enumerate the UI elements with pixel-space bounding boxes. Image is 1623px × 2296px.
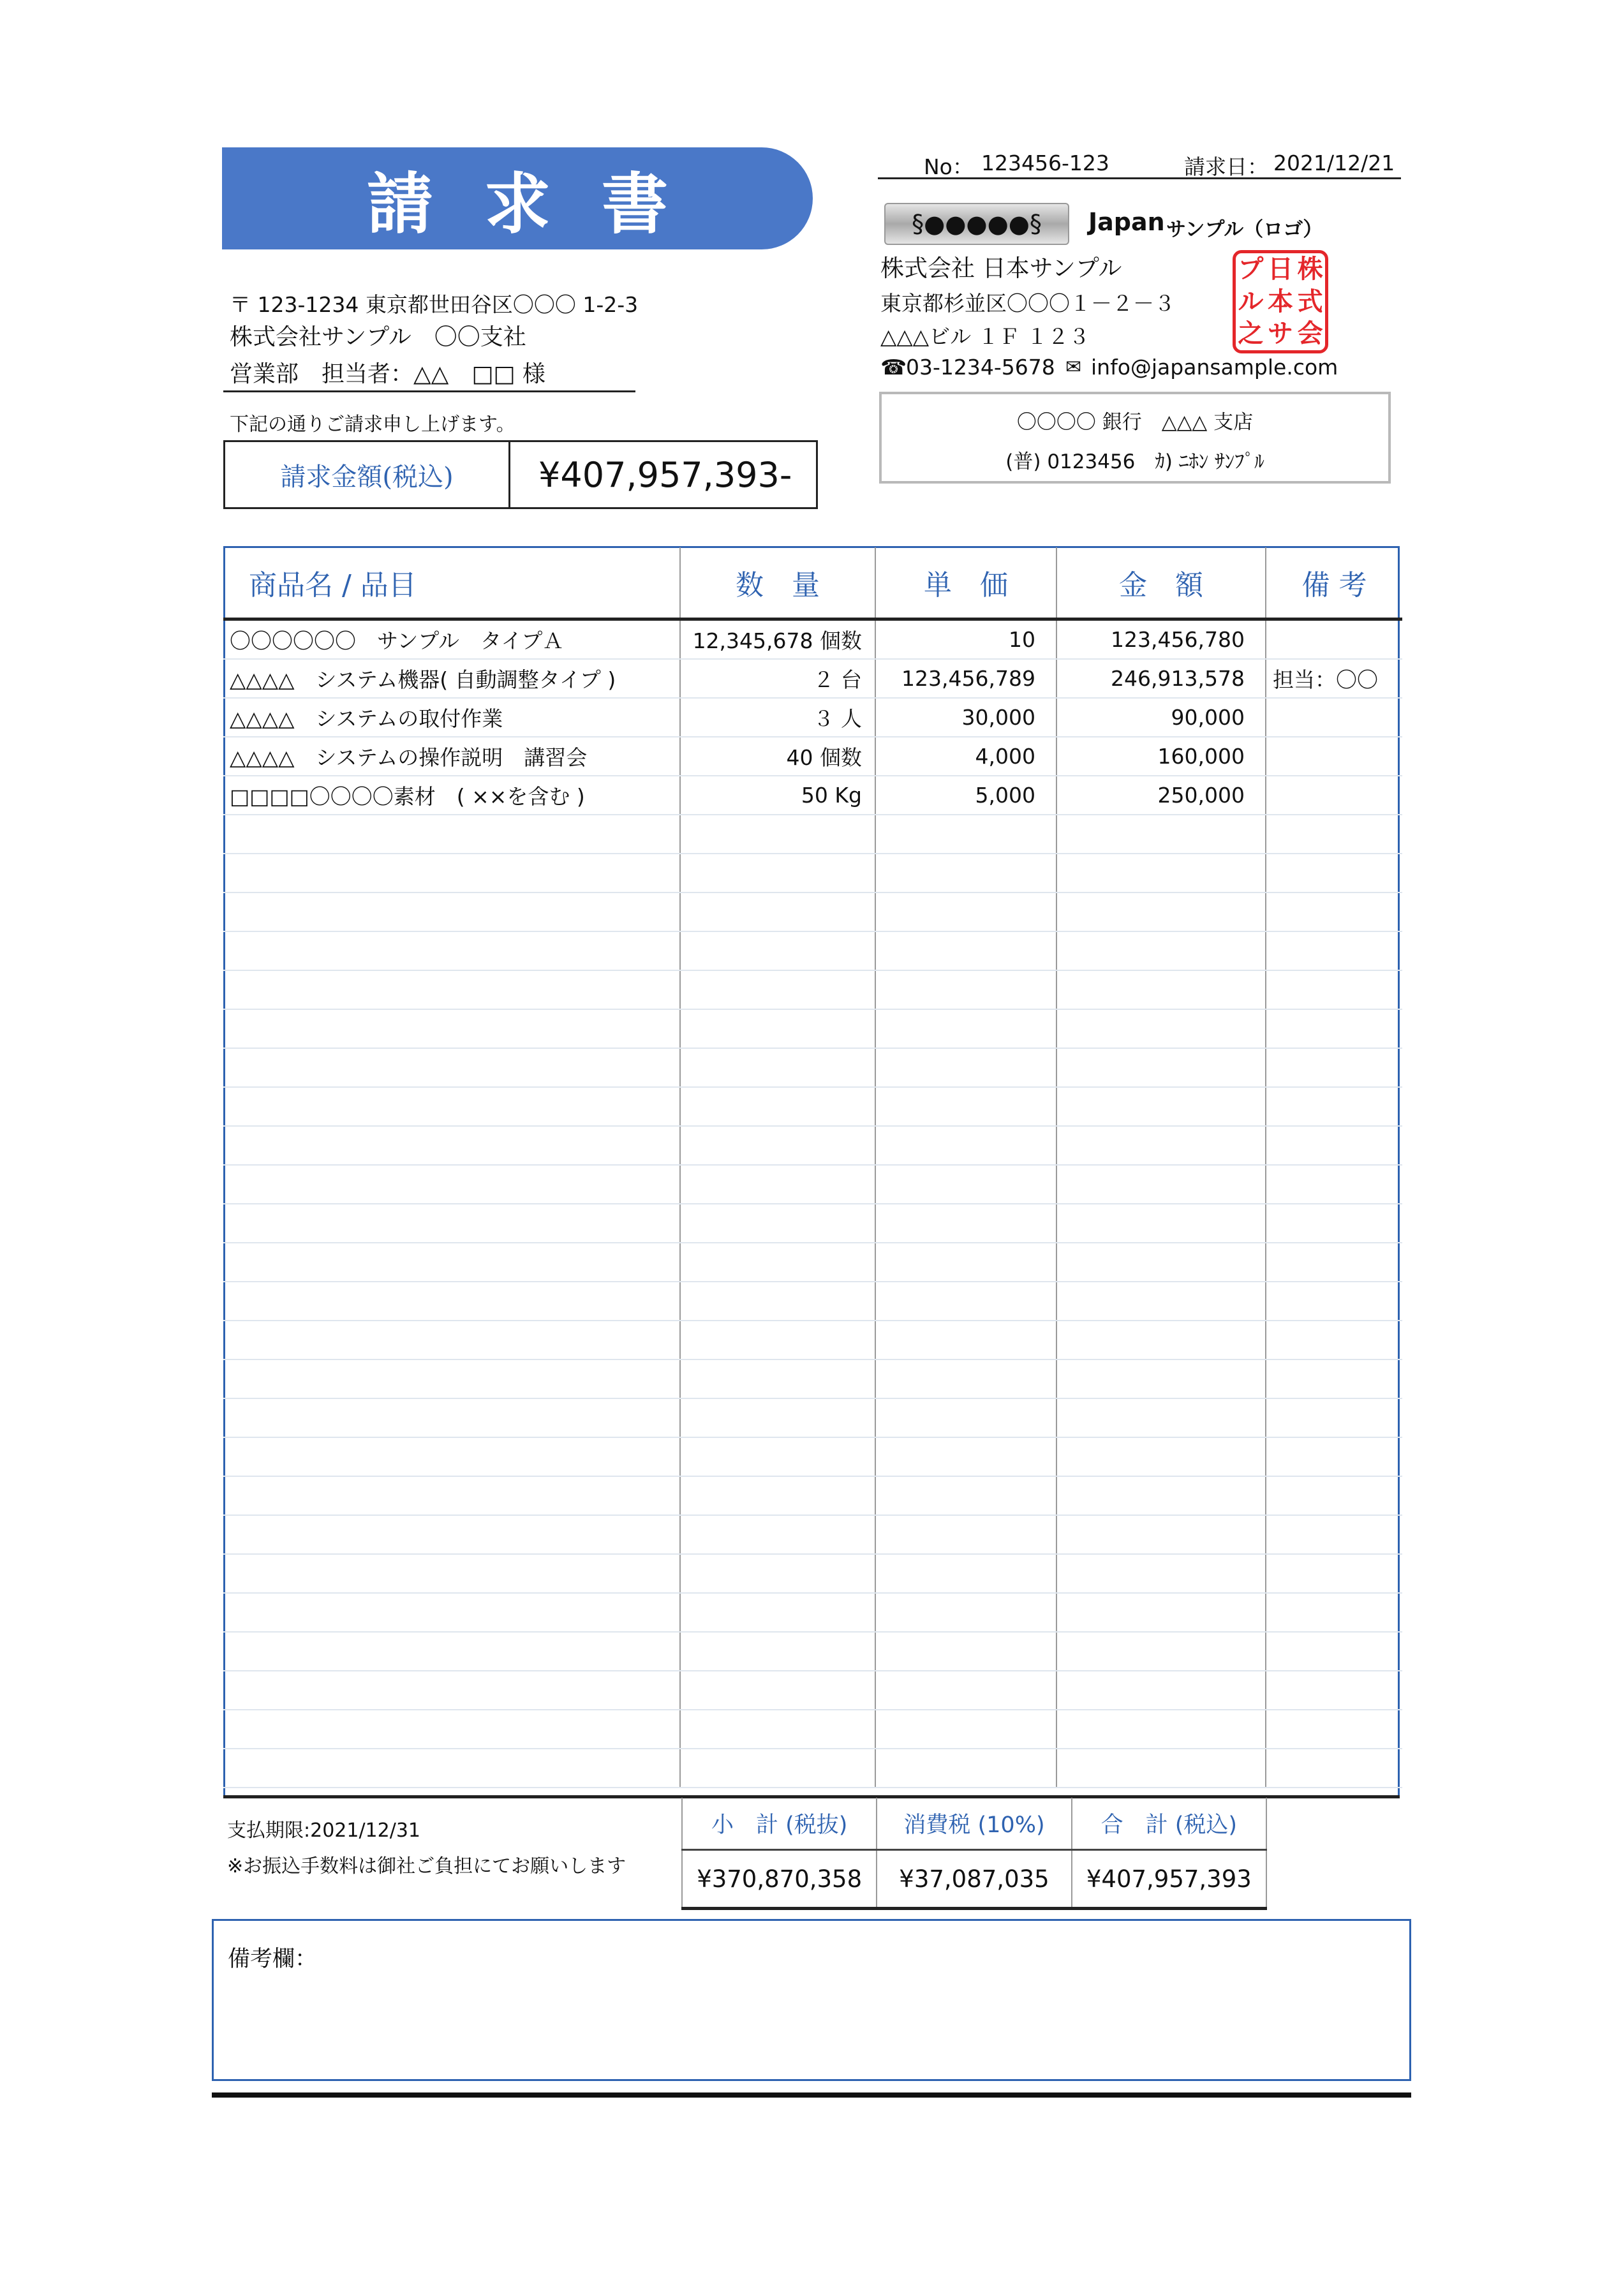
cell-item — [223, 1048, 680, 1087]
table-row — [223, 1087, 1402, 1126]
table-row — [223, 1048, 1402, 1087]
cell-quantity — [680, 1204, 875, 1243]
cell-amount: 90,000 — [1056, 698, 1266, 737]
cell-remarks — [1266, 1593, 1402, 1632]
cell-unit-price — [875, 1554, 1056, 1593]
cell-unit-price — [875, 1671, 1056, 1710]
table-row — [223, 892, 1402, 931]
cell-amount — [1056, 892, 1266, 931]
table-header-row — [223, 547, 1402, 619]
cell-quantity — [680, 815, 875, 854]
document-title: 請求書 — [366, 165, 719, 243]
company-seal: プ 日 株 ル 本 式 之 サ 会 — [1233, 250, 1328, 353]
fee-note: ※お振込手数料は御社ご負担にてお願いします — [227, 1855, 626, 1878]
cell-item — [223, 1321, 680, 1359]
cell-amount — [1056, 1048, 1266, 1087]
cell-quantity — [680, 1671, 875, 1710]
cell-unit-price — [875, 815, 1056, 854]
cell-item — [223, 1710, 680, 1749]
cell-amount — [1056, 1126, 1266, 1165]
cell-remarks — [1266, 854, 1402, 892]
cell-amount — [1056, 815, 1266, 854]
cell-quantity — [680, 1515, 875, 1554]
cell-item — [223, 815, 680, 854]
cell-unit-price — [875, 1359, 1056, 1398]
phone-icon: ☎ — [880, 355, 907, 380]
issuer-company: 株式会社 日本サンプル — [880, 255, 1122, 282]
table-row — [223, 1282, 1402, 1321]
cell-unit-price — [875, 1204, 1056, 1243]
table-row — [223, 1476, 1402, 1515]
table-row — [223, 970, 1402, 1009]
cell-quantity — [680, 1554, 875, 1593]
table-row — [223, 659, 1402, 698]
cell-quantity — [680, 1009, 875, 1048]
table-row — [223, 737, 1402, 776]
cell-amount: 246,913,578 — [1056, 659, 1266, 698]
cell-unit-price — [875, 1087, 1056, 1126]
document-title-banner — [222, 147, 813, 249]
cell-amount — [1056, 1398, 1266, 1437]
bottom-rule — [212, 2092, 1411, 2098]
cell-unit-price: 4,000 — [875, 737, 1056, 776]
cell-quantity — [680, 1749, 875, 1788]
cell-amount: 160,000 — [1056, 737, 1266, 776]
intro-text: 下記の通りご請求申し上げます。 — [230, 413, 515, 436]
header-underline — [878, 177, 1401, 179]
invoice-date-label: 請求日： — [1184, 154, 1268, 179]
cell-quantity: 40 個数 — [680, 737, 875, 776]
header-quantity: 数 量 — [680, 547, 875, 619]
table-row — [223, 1554, 1402, 1593]
cell-amount — [1056, 1749, 1266, 1788]
cell-amount — [1056, 970, 1266, 1009]
subtotal-value: ¥370,870,358 — [682, 1850, 877, 1909]
cell-amount — [1056, 1321, 1266, 1359]
cell-unit-price — [875, 931, 1056, 970]
cell-remarks — [1266, 815, 1402, 854]
recipient-address: 〒 123-1234 東京都世田谷区〇〇〇 1-2-3 — [230, 292, 639, 317]
cell-amount — [1056, 1087, 1266, 1126]
cell-quantity: ２ 台 — [680, 659, 875, 698]
cell-remarks — [1266, 698, 1402, 737]
invoice-no: 123456-123 — [981, 151, 1109, 175]
cell-quantity — [680, 1437, 875, 1476]
table-row — [223, 1165, 1402, 1204]
amount-box — [223, 440, 818, 509]
cell-remarks — [1266, 1165, 1402, 1204]
cell-unit-price: 10 — [875, 619, 1056, 660]
cell-quantity — [680, 1710, 875, 1749]
cell-remarks — [1266, 1398, 1402, 1437]
bank-info-box — [879, 392, 1391, 484]
cell-item — [223, 1632, 680, 1671]
logo-caption-brand: Japan — [1088, 208, 1165, 236]
tax-label: 消費税 (10%) — [877, 1798, 1071, 1850]
cell-quantity — [680, 1321, 875, 1359]
total-label: 合 計 (税込) — [1072, 1798, 1266, 1850]
cell-remarks — [1266, 970, 1402, 1009]
cell-unit-price — [875, 970, 1056, 1009]
cell-remarks — [1266, 737, 1402, 776]
cell-unit-price — [875, 1515, 1056, 1554]
total-value: ¥407,957,393 — [1072, 1850, 1266, 1909]
cell-remarks — [1266, 1710, 1402, 1749]
cell-remarks — [1266, 1476, 1402, 1515]
cell-quantity — [680, 931, 875, 970]
cell-unit-price — [875, 1126, 1056, 1165]
cell-unit-price: 123,456,789 — [875, 659, 1056, 698]
cell-amount — [1056, 1593, 1266, 1632]
cell-remarks — [1266, 1515, 1402, 1554]
issuer-email: info@japansample.com — [1091, 355, 1338, 380]
cell-amount — [1056, 1359, 1266, 1398]
cell-amount — [1056, 1009, 1266, 1048]
cell-remarks — [1266, 1437, 1402, 1476]
remarks-box — [212, 1919, 1411, 2081]
cell-item — [223, 1398, 680, 1437]
bank-account: (普) 0123456 ｶ) ﾆﾎﾝ ｻﾝﾌﾟﾙ — [1005, 450, 1264, 473]
issuer-address1: 東京都杉並区〇〇〇１－２－３ — [880, 291, 1175, 316]
cell-remarks — [1266, 619, 1402, 660]
cell-item — [223, 892, 680, 931]
cell-unit-price — [875, 1165, 1056, 1204]
table-row — [223, 619, 1402, 660]
cell-unit-price — [875, 1398, 1056, 1437]
cell-item — [223, 931, 680, 970]
cell-amount — [1056, 1282, 1266, 1321]
cell-amount — [1056, 1671, 1266, 1710]
due-date: 支払期限:2021/12/31 — [227, 1819, 421, 1842]
logo-text: §●●●●●§ — [912, 210, 1042, 238]
cell-amount — [1056, 854, 1266, 892]
cell-item — [223, 1554, 680, 1593]
cell-unit-price — [875, 1243, 1056, 1282]
table-row — [223, 1749, 1402, 1788]
cell-item: △△△△ システム機器( 自動調整タイプ ) — [223, 659, 680, 698]
cell-amount — [1056, 1165, 1266, 1204]
cell-item: 〇〇〇〇〇〇 サンプル タイプＡ — [223, 619, 680, 660]
invoice-no-label: No： — [924, 154, 974, 179]
table-row — [223, 1593, 1402, 1632]
cell-quantity — [680, 854, 875, 892]
cell-quantity: ３ 人 — [680, 698, 875, 737]
cell-amount — [1056, 1204, 1266, 1243]
table-row — [223, 1515, 1402, 1554]
cell-item — [223, 1282, 680, 1321]
issuer-address2: △△△ビル １Ｆ １２３ — [880, 324, 1090, 349]
cell-unit-price — [875, 1321, 1056, 1359]
remarks-label: 備考欄： — [228, 1946, 318, 1972]
cell-quantity — [680, 1126, 875, 1165]
cell-unit-price — [875, 1593, 1056, 1632]
header-unit-price: 単 価 — [875, 547, 1056, 619]
cell-item — [223, 1593, 680, 1632]
table-row — [223, 776, 1402, 815]
cell-amount — [1056, 1632, 1266, 1671]
header-item: 商品名 / 品目 — [223, 547, 680, 619]
header-remarks: 備 考 — [1266, 547, 1402, 619]
cell-amount: 123,456,780 — [1056, 619, 1266, 660]
tax-value: ¥37,087,035 — [877, 1850, 1071, 1909]
cell-amount — [1056, 1554, 1266, 1593]
table-row — [223, 1710, 1402, 1749]
cell-remarks — [1266, 1243, 1402, 1282]
table-row — [223, 815, 1402, 854]
cell-item: △△△△ システムの取付作業 — [223, 698, 680, 737]
cell-quantity — [680, 970, 875, 1009]
cell-remarks — [1266, 1009, 1402, 1048]
cell-unit-price — [875, 1632, 1056, 1671]
cell-item — [223, 1126, 680, 1165]
cell-item — [223, 1087, 680, 1126]
cell-unit-price — [875, 854, 1056, 892]
cell-quantity — [680, 1048, 875, 1087]
cell-item: △△△△ システムの操作説明 講習会 — [223, 737, 680, 776]
logo-caption: サンプル（ロゴ） — [1166, 218, 1323, 241]
subtotal-label: 小 計 (税抜) — [682, 1798, 877, 1850]
cell-unit-price — [875, 1476, 1056, 1515]
table-row — [223, 1321, 1402, 1359]
table-row — [223, 698, 1402, 737]
totals-table — [681, 1798, 1267, 1910]
cell-quantity — [680, 1632, 875, 1671]
recipient-underline — [223, 390, 635, 392]
cell-item — [223, 1359, 680, 1398]
cell-remarks — [1266, 931, 1402, 970]
cell-item — [223, 1515, 680, 1554]
cell-remarks — [1266, 892, 1402, 931]
table-row — [223, 931, 1402, 970]
cell-amount — [1056, 1243, 1266, 1282]
bank-name: 〇〇〇〇 銀行 △△△ 支店 — [1016, 411, 1254, 434]
cell-amount: 250,000 — [1056, 776, 1266, 815]
cell-quantity — [680, 1398, 875, 1437]
cell-quantity: 12,345,678 個数 — [680, 619, 875, 660]
cell-remarks — [1266, 1048, 1402, 1087]
cell-unit-price — [875, 892, 1056, 931]
cell-unit-price — [875, 1749, 1056, 1788]
cell-item — [223, 1476, 680, 1515]
cell-amount — [1056, 931, 1266, 970]
cell-item — [223, 970, 680, 1009]
cell-unit-price — [875, 1710, 1056, 1749]
invoice-date: 2021/12/21 — [1273, 151, 1395, 175]
cell-remarks — [1266, 1204, 1402, 1243]
cell-remarks — [1266, 1321, 1402, 1359]
cell-quantity — [680, 1476, 875, 1515]
header-amount: 金 額 — [1056, 547, 1266, 619]
cell-item — [223, 1009, 680, 1048]
cell-remarks: 担当：〇〇 — [1266, 659, 1402, 698]
table-row — [223, 1437, 1402, 1476]
cell-remarks — [1266, 1671, 1402, 1710]
table-row — [223, 1359, 1402, 1398]
cell-item — [223, 1749, 680, 1788]
cell-amount — [1056, 1515, 1266, 1554]
cell-item — [223, 1165, 680, 1204]
cell-item — [223, 1437, 680, 1476]
cell-unit-price: 30,000 — [875, 698, 1056, 737]
table-row — [223, 1398, 1402, 1437]
table-row — [223, 1632, 1402, 1671]
cell-quantity — [680, 1593, 875, 1632]
cell-remarks — [1266, 1282, 1402, 1321]
cell-amount — [1056, 1710, 1266, 1749]
cell-remarks — [1266, 1554, 1402, 1593]
cell-remarks — [1266, 1087, 1402, 1126]
table-row — [223, 1009, 1402, 1048]
cell-remarks — [1266, 1359, 1402, 1398]
cell-quantity — [680, 1359, 875, 1398]
cell-amount — [1056, 1476, 1266, 1515]
cell-unit-price — [875, 1282, 1056, 1321]
issuer-phone: 03-1234-5678 — [906, 355, 1055, 380]
cell-quantity — [680, 892, 875, 931]
items-table — [223, 547, 1402, 1788]
cell-remarks — [1266, 1632, 1402, 1671]
amount-value: ¥407,957,393- — [538, 454, 792, 495]
cell-item: □□□□〇〇〇〇素材 ( ××を含む ) — [223, 776, 680, 815]
cell-quantity: 50 Kg — [680, 776, 875, 815]
recipient-company: 株式会社サンプル 〇〇支社 — [230, 324, 526, 350]
cell-amount — [1056, 1437, 1266, 1476]
table-row — [223, 1126, 1402, 1165]
cell-remarks — [1266, 776, 1402, 815]
cell-quantity — [680, 1282, 875, 1321]
table-row — [223, 854, 1402, 892]
cell-quantity — [680, 1087, 875, 1126]
cell-unit-price — [875, 1437, 1056, 1476]
cell-item — [223, 854, 680, 892]
cell-unit-price — [875, 1009, 1056, 1048]
table-row — [223, 1671, 1402, 1710]
cell-remarks — [1266, 1126, 1402, 1165]
cell-remarks — [1266, 1749, 1402, 1788]
cell-quantity — [680, 1165, 875, 1204]
cell-unit-price — [875, 1048, 1056, 1087]
table-row — [223, 1243, 1402, 1282]
cell-item — [223, 1671, 680, 1710]
company-logo — [884, 203, 1069, 245]
cell-item — [223, 1243, 680, 1282]
cell-unit-price: 5,000 — [875, 776, 1056, 815]
cell-quantity — [680, 1243, 875, 1282]
recipient-person: 営業部 担当者：△△ □□ 様 — [230, 361, 545, 387]
mail-icon: ✉ — [1065, 356, 1082, 378]
amount-label: 請求金額(税込) — [225, 442, 510, 507]
table-row — [223, 1204, 1402, 1243]
cell-item — [223, 1204, 680, 1243]
